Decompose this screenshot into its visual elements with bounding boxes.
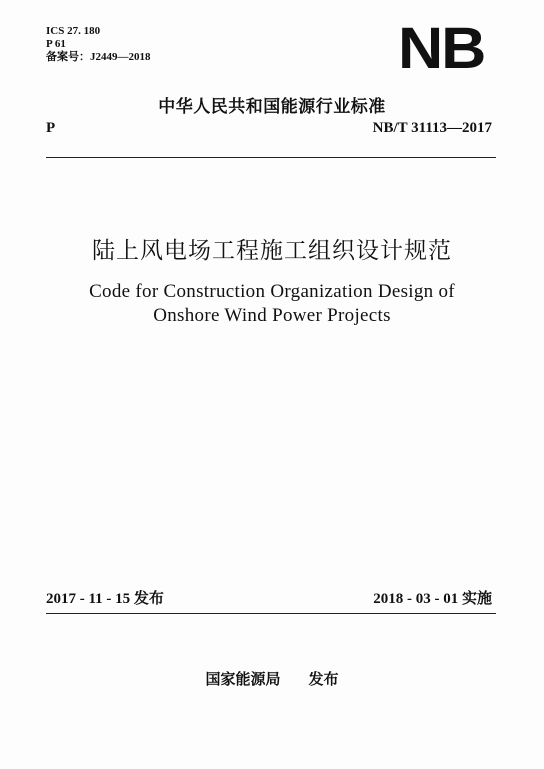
- title-chinese: 陆上风电场工程施工组织设计规范: [92, 238, 452, 264]
- ics-code: ICS 27. 180: [46, 25, 101, 37]
- standard-category: P: [46, 120, 56, 136]
- publisher-line: [0, 668, 544, 689]
- bottom-divider: [46, 613, 496, 614]
- publisher-action: 发布: [308, 670, 339, 688]
- title-english-line-1: Code for Construction Organization Design of: [89, 281, 455, 302]
- nb-logo: NB: [398, 16, 485, 81]
- issue-date: 2017 - 11 - 15 发布: [46, 591, 164, 607]
- publisher-name: 国家能源局: [205, 670, 281, 688]
- standard-number: NB/T 31113—2017: [372, 120, 492, 136]
- metadata-block: [46, 25, 151, 64]
- standard-type: 中华人民共和国能源行业标准: [158, 97, 386, 117]
- p-code: P 61: [46, 38, 66, 50]
- implementation-date: 2018 - 03 - 01 实施: [373, 591, 492, 607]
- title-english-line-2: Onshore Wind Power Projects: [153, 305, 391, 326]
- title-english: [0, 280, 544, 328]
- top-divider: [46, 157, 496, 158]
- filing-number: 备案号：J2449—2018: [46, 51, 151, 63]
